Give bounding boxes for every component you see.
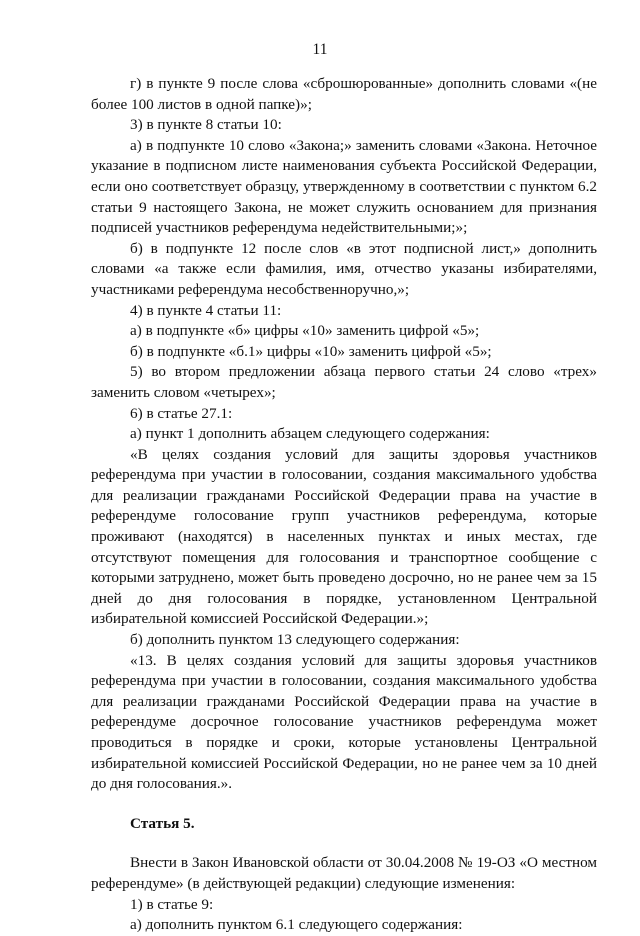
paragraph: б) в подпункте 12 после слов «в этот подписной лист,» дополнить словами «а также если фамилия, имя, отчество указаны избирателями, участниками референдума несобственноручно,»; <box>91 239 597 298</box>
paragraph: а) в подпункте «б» цифры «10» заменить цифрой «5»; <box>130 322 480 340</box>
page-number: 11 <box>312 41 328 58</box>
paragraph: 3) в пункте 8 статьи 10: <box>130 116 282 134</box>
paragraph: б) дополнить пунктом 13 следующего содержания: <box>130 631 460 649</box>
paragraph: «13. В целях создания условий для защиты здоровья участников референдума при участии в голосовании, создания максимального удобства для реализации гражданами Российской Федерации права на участие в референдуме досрочное голосование участников референдума может проводиться в порядке и сроки, которые установлены Центральной избирательной комиссией Российской Федерации, но не ранее чем за 10 дней до дня голосования.». <box>91 651 597 793</box>
paragraph: г) в пункте 9 после слова «сброшюрованные» дополнить словами «(не более 100 листов в одной папке)»; <box>91 75 597 113</box>
article-heading: Статья 5. <box>130 814 195 832</box>
paragraph: «В целях создания условий для защиты здоровья участников референдума при участии в голосовании, создания максимального удобства для реализации гражданами Российской Федерации права на участие в референдуме голосование групп участников референдума, которые проживают (находятся) в населенных пунктах и иных местах, где отсутствуют помещения для голосования и транспортное сообщение с которыми затруднено, может быть проведено досрочно, но не ранее чем за 15 дней до дня голосования в порядке, установленном Центральной избирательной комиссией Российской Федерации.»; <box>91 445 597 628</box>
paragraph: б) в подпункте «б.1» цифры «10» заменить цифрой «5»; <box>130 342 492 360</box>
paragraph: 1) в статье 9: <box>130 895 214 913</box>
paragraph: 4) в пункте 4 статьи 11: <box>130 301 282 319</box>
paragraph: а) в подпункте 10 слово «Закона;» заменить словами «Закона. Неточное указание в подписном листе наименования субъекта Российской Федерации, если оно соответствует образцу, утвержденному в соответствии с пунктом 6.2 статьи 9 настоящего Закона, не может служить основанием для признания подписей участников референдума недействительными;»; <box>91 136 597 237</box>
paragraph: 5) во втором предложении абзаца первого статьи 24 слово «трех» заменить словом «четырех»; <box>91 363 597 401</box>
paragraph: а) дополнить пунктом 6.1 следующего содержания: <box>130 916 463 934</box>
paragraph: Внести в Закон Ивановской области от 30.04.2008 № 19-ОЗ «О местном референдуме» (в действующей редакции) следующие изменения: <box>91 854 597 892</box>
paragraph: 6) в статье 27.1: <box>130 404 233 422</box>
document-body <box>91 74 597 936</box>
paragraph: а) пункт 1 дополнить абзацем следующего содержания: <box>130 425 490 443</box>
